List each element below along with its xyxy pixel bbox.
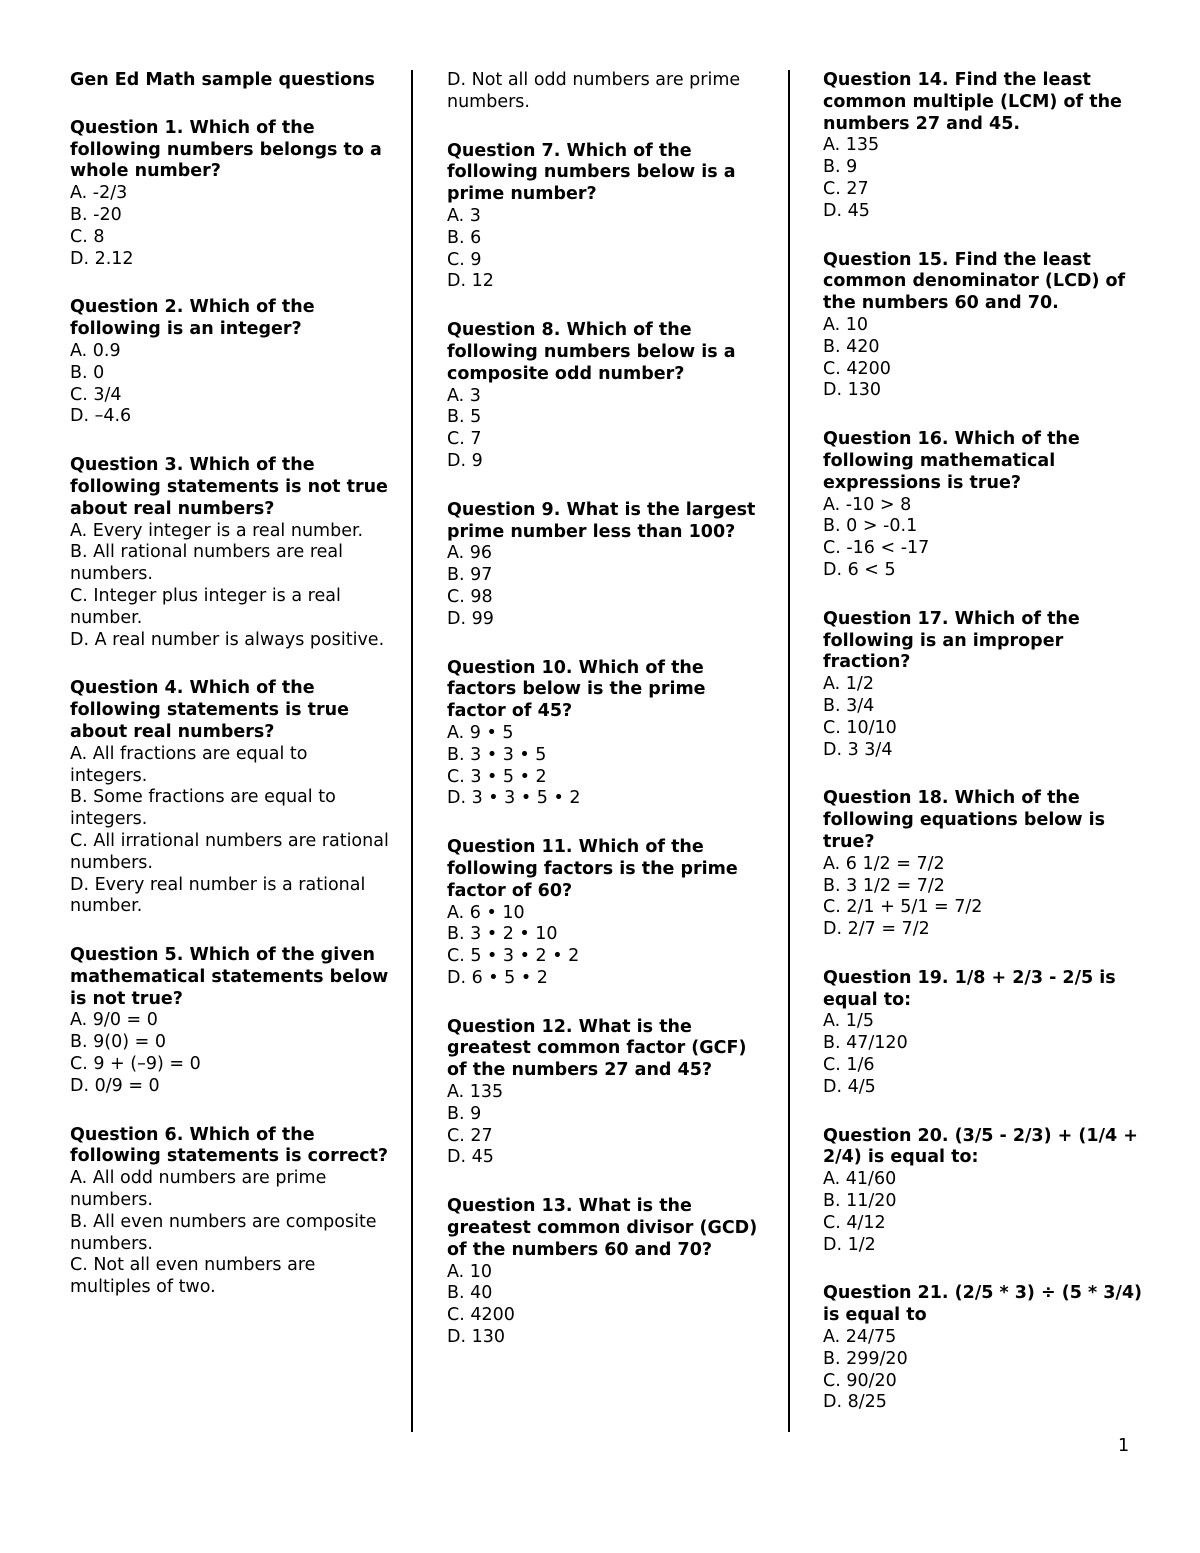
answer-option: B. 0 bbox=[70, 362, 105, 383]
answer-option: A. All fractions are equal to integers. bbox=[70, 743, 308, 786]
column-1 bbox=[70, 70, 390, 1326]
column-divider bbox=[788, 70, 790, 1432]
question-text: Question 9. What is the largest prime number less than 100? bbox=[447, 499, 756, 542]
question-text: Question 20. (3/5 - 2/3) + (1/4 + 2/4) is equal to: bbox=[823, 1125, 1138, 1168]
answer-option: C. 5 • 3 • 2 • 2 bbox=[447, 946, 580, 967]
question-block bbox=[823, 968, 1153, 1099]
answer-option: C. 3/4 bbox=[70, 384, 122, 405]
answer-option: A. 135 bbox=[447, 1082, 504, 1103]
question-text: Question 13. What is the greatest common divisor (GCD) of the numbers 60 and 70? bbox=[447, 1196, 758, 1260]
question-block bbox=[447, 141, 767, 294]
answer-option: C. 10/10 bbox=[823, 717, 897, 738]
question-text: Question 21. (2/5 * 3) ÷ (5 * 3/4) is equal to bbox=[823, 1283, 1143, 1326]
question-text: Question 6. Which of the following statements is correct? bbox=[70, 1124, 389, 1167]
answer-option: D. –4.6 bbox=[70, 406, 132, 427]
answer-option: D. 3 • 3 • 5 • 2 bbox=[447, 788, 581, 809]
answer-option: C. 3 • 5 • 2 bbox=[447, 766, 547, 787]
question-block bbox=[447, 1196, 767, 1349]
answer-option: B. 9(0) = 0 bbox=[70, 1032, 166, 1053]
answer-option: B. 3 • 2 • 10 bbox=[447, 924, 558, 945]
answer-option: C. 27 bbox=[447, 1125, 493, 1146]
question-block bbox=[70, 678, 390, 918]
column-2 bbox=[447, 70, 767, 1376]
answer-option: C. Not all even numbers are multiples of two. bbox=[70, 1255, 316, 1298]
answer-option: D. 12 bbox=[447, 271, 494, 292]
answer-option: D. 6 < 5 bbox=[823, 559, 896, 580]
answer-option: B. 3/4 bbox=[823, 695, 875, 716]
answer-option: D. 45 bbox=[447, 1147, 494, 1168]
question-block bbox=[823, 1283, 1153, 1414]
answer-option: B. Some fractions are equal to integers. bbox=[70, 787, 336, 830]
answer-option: A. 1/5 bbox=[823, 1011, 874, 1032]
answer-option: C. Integer plus integer is a real number. bbox=[70, 585, 341, 628]
answer-option: D. A real number is always positive. bbox=[70, 629, 385, 650]
answer-option: D. 0/9 = 0 bbox=[70, 1075, 160, 1096]
question-text: Question 10. Which of the factors below is the prime factor of 45? bbox=[447, 657, 706, 722]
answer-option: B. 0 > -0.1 bbox=[823, 516, 918, 537]
answer-option: D. 2.12 bbox=[70, 248, 134, 269]
answer-option: D. 130 bbox=[823, 380, 882, 401]
answer-option: A. All odd numbers are prime numbers. bbox=[70, 1168, 327, 1211]
question-block bbox=[823, 250, 1153, 403]
question-text: Question 14. Find the least common multiple (LCM) of the numbers 27 and 45. bbox=[823, 70, 1122, 134]
question-text: Question 8. Which of the following numbers below is a composite odd number? bbox=[447, 320, 736, 384]
answer-option: C. All irrational numbers are rational numbers. bbox=[70, 830, 389, 873]
answer-option: D. 9 bbox=[447, 450, 483, 471]
answer-option: A. 6 1/2 = 7/2 bbox=[823, 853, 945, 874]
question-block bbox=[823, 609, 1153, 762]
answer-option: C. 1/6 bbox=[823, 1055, 875, 1076]
question-text: Question 5. Which of the given mathematical statements below is not true? bbox=[70, 945, 389, 1009]
question-block bbox=[823, 788, 1153, 941]
answer-option: D. 1/2 bbox=[823, 1234, 876, 1255]
question-text: Question 16. Which of the following mathematical expressions is true? bbox=[823, 429, 1080, 493]
answer-option: A. 0.9 bbox=[70, 340, 121, 361]
answer-option: C. 9 bbox=[447, 249, 482, 270]
answer-option: B. 299/20 bbox=[823, 1348, 908, 1369]
answer-option: A. -10 > 8 bbox=[823, 494, 912, 515]
document-title: Gen Ed Math sample questions bbox=[70, 70, 375, 90]
answer-option: C. 4200 bbox=[823, 358, 891, 379]
answer-option: B. 47/120 bbox=[823, 1033, 908, 1054]
answer-option: B. 420 bbox=[823, 336, 880, 357]
answer-option: B. 3 • 3 • 5 bbox=[447, 744, 547, 765]
answer-option: A. 1/2 bbox=[823, 674, 874, 695]
answer-option: B. All even numbers are composite numbers. bbox=[70, 1211, 377, 1254]
answer-option: D. Every real number is a rational number. bbox=[70, 874, 366, 917]
question-text: Question 1. Which of the following numbers belongs to a whole number? bbox=[70, 117, 382, 182]
answer-option: C. 90/20 bbox=[823, 1370, 897, 1391]
answer-option: D. 8/25 bbox=[823, 1392, 887, 1413]
column-divider bbox=[411, 70, 413, 1432]
question-block bbox=[823, 1126, 1153, 1257]
question-text: Question 11. Which of the following factors is the prime factor of 60? bbox=[447, 837, 738, 901]
answer-option: D. 2/7 = 7/2 bbox=[823, 919, 930, 940]
answer-option: A. 24/75 bbox=[823, 1327, 897, 1348]
answer-option: B. -20 bbox=[70, 204, 122, 225]
answer-option: B. 9 bbox=[447, 1103, 482, 1124]
answer-option: A. 9/0 = 0 bbox=[70, 1010, 158, 1031]
answer-option: D. 45 bbox=[823, 200, 870, 221]
question-block bbox=[70, 1125, 390, 1299]
answer-option: C. 8 bbox=[70, 226, 105, 247]
answer-option: B. 3 1/2 = 7/2 bbox=[823, 875, 945, 896]
answer-option: C. 9 + (–9) = 0 bbox=[70, 1054, 201, 1075]
question-block bbox=[447, 1017, 767, 1170]
question-block bbox=[447, 320, 767, 473]
answer-option: B. 5 bbox=[447, 407, 482, 428]
question-text: Question 18. Which of the following equations below is true? bbox=[823, 788, 1106, 852]
answer-option: A. Every integer is a real number. bbox=[70, 520, 364, 541]
answer-option: D. 130 bbox=[447, 1327, 506, 1348]
page-number: 1 bbox=[1118, 1436, 1130, 1456]
answer-option: C. 4200 bbox=[447, 1305, 515, 1326]
answer-option: A. 3 bbox=[447, 385, 481, 406]
question-block bbox=[70, 118, 390, 271]
answer-option: A. 10 bbox=[447, 1261, 493, 1282]
question-text: Question 7. Which of the following numbers below is a prime number? bbox=[447, 140, 736, 205]
question-text: Question 4. Which of the following statements is true about real numbers? bbox=[70, 678, 349, 742]
answer-option: D. 99 bbox=[447, 608, 494, 629]
answer-option: B. All rational numbers are real numbers. bbox=[70, 542, 343, 585]
answer-option: A. -2/3 bbox=[70, 183, 128, 204]
question-text: Question 3. Which of the following statements is not true about real numbers? bbox=[70, 455, 388, 519]
answer-option: C. 27 bbox=[823, 178, 869, 199]
question-block bbox=[70, 945, 390, 1098]
answer-option: C. 7 bbox=[447, 429, 482, 450]
question-text: Question 2. Which of the following is an integer? bbox=[70, 297, 315, 340]
question-block bbox=[823, 70, 1153, 223]
answer-option: B. 9 bbox=[823, 157, 858, 178]
answer-option: A. 6 • 10 bbox=[447, 902, 525, 923]
answer-option: C. 2/1 + 5/1 = 7/2 bbox=[823, 897, 983, 918]
answer-option: C. -16 < -17 bbox=[823, 538, 930, 559]
question-block bbox=[447, 70, 767, 114]
answer-option: B. 40 bbox=[447, 1283, 493, 1304]
question-block bbox=[447, 837, 767, 990]
answer-option: A. 10 bbox=[823, 314, 869, 335]
answer-option: D. 6 • 5 • 2 bbox=[447, 967, 548, 988]
question-text: Question 17. Which of the following is an improper fraction? bbox=[823, 608, 1080, 673]
answer-option: C. 4/12 bbox=[823, 1212, 886, 1233]
answer-option: D. Not all odd numbers are prime numbers. bbox=[447, 70, 741, 112]
answer-option: A. 41/60 bbox=[823, 1169, 897, 1190]
column-3 bbox=[823, 70, 1153, 1441]
answer-option: C. 98 bbox=[447, 586, 493, 607]
answer-option: A. 96 bbox=[447, 543, 493, 564]
question-block bbox=[447, 500, 767, 631]
question-text: Question 19. 1/8 + 2/3 - 2/5 is equal to: bbox=[823, 967, 1116, 1010]
answer-option: A. 135 bbox=[823, 135, 880, 156]
answer-option: B. 6 bbox=[447, 227, 482, 248]
answer-option: D. 3 3/4 bbox=[823, 739, 893, 760]
question-block bbox=[70, 455, 390, 651]
answer-option: D. 4/5 bbox=[823, 1076, 876, 1097]
question-block bbox=[447, 658, 767, 811]
question-block bbox=[823, 429, 1153, 582]
question-text: Question 12. What is the greatest common factor (GCF) of the numbers 27 and 45? bbox=[447, 1016, 747, 1081]
question-block bbox=[70, 297, 390, 428]
answer-option: B. 11/20 bbox=[823, 1191, 897, 1212]
answer-option: A. 9 • 5 bbox=[447, 722, 514, 743]
answer-option: B. 97 bbox=[447, 565, 493, 586]
answer-option: A. 3 bbox=[447, 205, 481, 226]
question-text: Question 15. Find the least common denominator (LCD) of the numbers 60 and 70. bbox=[823, 249, 1126, 314]
